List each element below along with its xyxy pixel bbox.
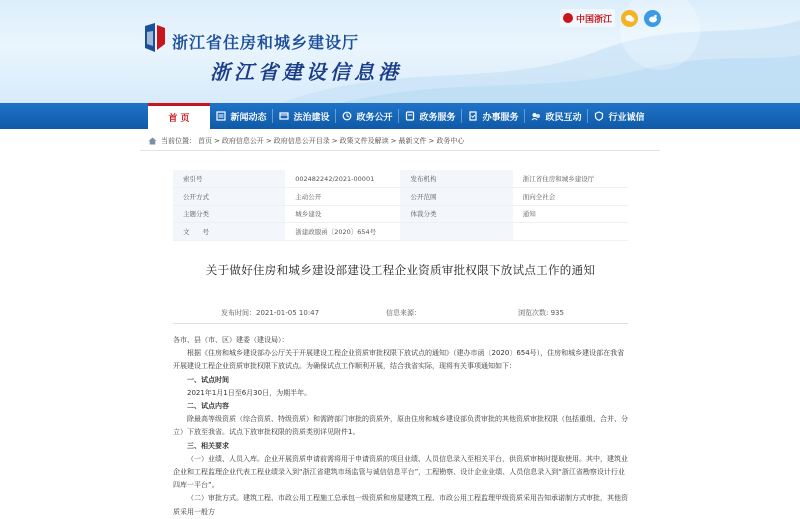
- meta-key: 发布机构: [400, 170, 512, 188]
- home-icon: [148, 137, 157, 145]
- top-badges: [560, 9, 661, 27]
- nav-item-label: 政务公开: [356, 112, 393, 123]
- body-paragraph: 各市、县（市、区）建委（建设局）：: [173, 336, 289, 344]
- ministry-logo-icon: [141, 22, 169, 54]
- nav-item-label: 政民互动: [545, 112, 582, 123]
- table-row: [173, 205, 628, 223]
- meta-key: 主题分类: [173, 205, 285, 223]
- zhejiang-gov-link[interactable]: [560, 9, 615, 27]
- meta-value: 通知: [513, 205, 628, 223]
- section-heading: 二、试点内容: [187, 402, 229, 411]
- breadcrumb-separator: >: [214, 137, 220, 145]
- table-row: [173, 170, 628, 188]
- meta-value: 002482242/2021-00001: [285, 170, 400, 188]
- breadcrumb-item[interactable]: 政务中心: [436, 137, 465, 145]
- document-title: 关于做好住房和城乡建设部建设工程企业资质审批权限下放试点工作的通知: [205, 263, 596, 277]
- law-icon: [278, 111, 289, 122]
- breadcrumb-separator: >: [428, 137, 435, 145]
- table-row: [173, 188, 628, 206]
- breadcrumb: [148, 136, 464, 146]
- breadcrumb-separator: >: [331, 137, 338, 145]
- nav-item-label: 新闻动态: [230, 112, 267, 123]
- breadcrumb-item[interactable]: 政策文件及解读: [339, 137, 389, 145]
- site-subtitle: 浙江省建设信息港: [210, 60, 402, 84]
- body-paragraph: 2021年1月1日至6月30日，为期半年。: [187, 388, 312, 397]
- document-body: [173, 334, 628, 519]
- zhejiang-gov-label: 中国浙江: [576, 14, 613, 25]
- breadcrumb-separator: >: [265, 137, 272, 145]
- nav-item-affairs[interactable]: [462, 103, 524, 129]
- breadcrumb-item[interactable]: 政府信息公开目录: [273, 137, 330, 145]
- main-nav: [0, 103, 800, 129]
- open-gov-icon: [341, 111, 352, 122]
- meta-value: 面向全社会: [513, 188, 628, 206]
- meta-key: 文 号: [173, 223, 285, 241]
- nav-item-law[interactable]: [273, 103, 335, 129]
- site-title: 浙江省住房和城乡建设厅: [172, 33, 360, 52]
- meta-value: 浙江省住房和城乡建设厅: [513, 170, 628, 188]
- nav-item-label: 行业诚信: [608, 112, 645, 123]
- zhejiang-emblem-icon: [563, 13, 573, 23]
- breadcrumb-item[interactable]: 首页: [198, 137, 212, 145]
- wechat-icon[interactable]: [621, 10, 638, 27]
- meta-key: [400, 223, 512, 241]
- nav-item-label: 政务服务: [419, 112, 456, 123]
- meta-value: [513, 223, 628, 241]
- meta-value: 浙建政服函〔2020〕654号: [285, 223, 400, 241]
- body-paragraph: （一）业绩、人员入库。企业开展资质申请前需将用于申请资质的项目业绩、人员信息录入至相关平台，供资质审核时提取使用。其中，建筑业企业和工程监理企业代表工程业绩录入到“浙江省建筑市场监管与诚信信息平台”，工程勘察、设计企业业绩、人员信息录入到“浙江省勘察设计行业四库一平台”。: [173, 454, 628, 490]
- service-icon: [404, 111, 415, 122]
- affairs-icon: [467, 111, 478, 122]
- body-paragraph: 根据《住房和城乡建设部办公厅关于开展建设工程企业资质审批权限下放试点的通知》（建办市函〔2020〕654号），住房和城乡建设部在我省开展建设工程企业资质审批权限下放试点。为确保试点工作顺利开展，结合我省实际，现将有关事项通知如下：: [173, 349, 625, 371]
- credit-icon: [593, 111, 604, 122]
- breadcrumb-separator: >: [390, 137, 397, 145]
- interaction-icon: [530, 111, 541, 122]
- body-paragraph: （二）审批方式。建筑工程、市政公用工程施工总承包一级资质和房屋建筑工程、市政公用工程监理甲级资质采用告知承诺制方式审批，其他资质采用一般方: [173, 494, 628, 516]
- section-heading: 三、相关要求: [187, 441, 229, 450]
- view-count: 浏览次数: 935: [518, 309, 564, 317]
- news-icon: [215, 111, 226, 122]
- nav-item-open-gov[interactable]: [336, 103, 398, 129]
- publish-time: 发布时间：2021-01-05 10:47: [221, 309, 320, 317]
- meta-key: 公开范围: [400, 188, 512, 206]
- site-header: [0, 0, 800, 103]
- nav-item-service[interactable]: [399, 103, 461, 129]
- nav-item-news[interactable]: [210, 103, 272, 129]
- body-paragraph: 除最高等级资质（综合资质、特级资质）和需跨部门审批的资质外，原由住房和城乡建设部负责审批的其他资质审批权限（包括重组、合并、分立）下放至我省。试点下放审批权限的资质类别详见附件1。: [173, 415, 628, 437]
- nav-item-credit[interactable]: [588, 103, 650, 129]
- weibo-icon[interactable]: [644, 10, 661, 27]
- nav-item-interaction[interactable]: [525, 103, 587, 129]
- meta-value: 城乡建设: [285, 205, 400, 223]
- breadcrumb-divider: [140, 150, 660, 151]
- info-source: 信息来源：: [386, 309, 421, 317]
- table-row: [173, 223, 628, 241]
- breadcrumb-prefix: 当前位置：: [161, 137, 196, 145]
- info-divider: [173, 323, 628, 324]
- document-meta-table: [173, 170, 628, 241]
- nav-items: [148, 103, 650, 129]
- meta-key: 索引号: [173, 170, 285, 188]
- meta-key: 公开方式: [173, 188, 285, 206]
- nav-item-home[interactable]: [148, 103, 210, 129]
- breadcrumb-item[interactable]: 政府信息公开: [221, 137, 264, 145]
- breadcrumb-item[interactable]: 最新文件: [398, 137, 427, 145]
- nav-item-label: 办事服务: [482, 112, 519, 123]
- meta-key: 体裁分类: [400, 205, 512, 223]
- nav-item-label: 首 页: [168, 114, 190, 124]
- section-heading: 一、试点时间: [187, 375, 229, 384]
- nav-item-label: 法治建设: [293, 112, 330, 123]
- meta-value: 主动公开: [285, 188, 400, 206]
